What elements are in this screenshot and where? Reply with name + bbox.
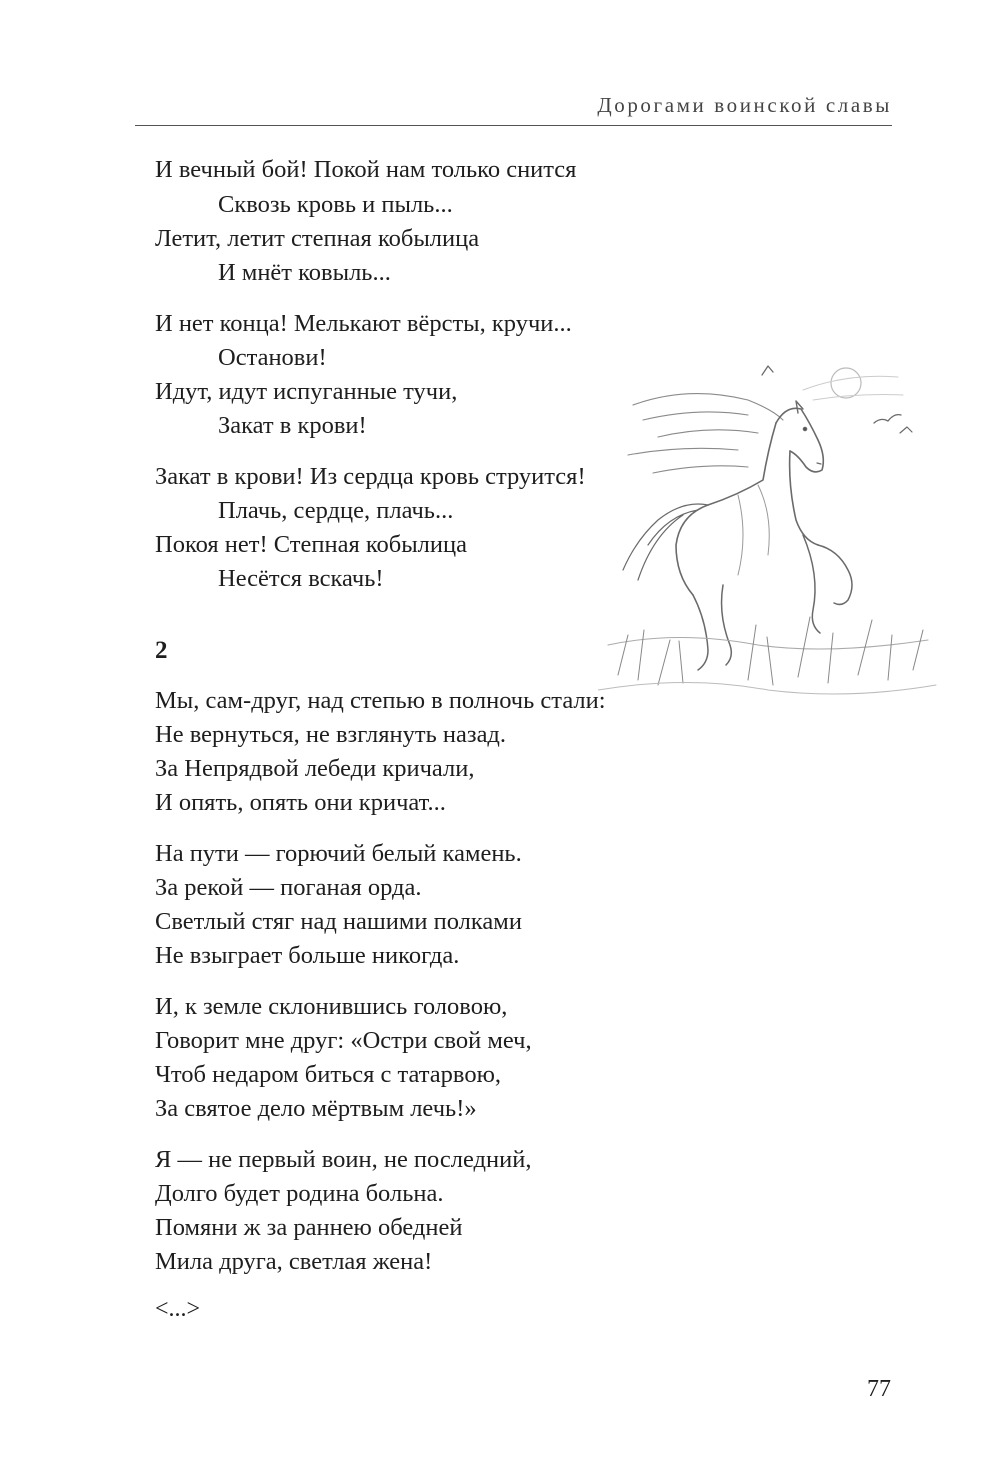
- verse-line: Сквозь кровь и пыль...: [218, 191, 453, 218]
- running-head: Дорогами воинской славы: [597, 93, 892, 117]
- verse-line: Помяни ж за раннею обедней: [155, 1214, 463, 1241]
- verse-line: Идут, идут испуганные тучи,: [155, 378, 458, 405]
- verse-line: Чтоб недаром биться с татарвою,: [155, 1061, 501, 1088]
- verse-line: За Непрядвой лебеди кричали,: [155, 755, 475, 782]
- verse-line: Долго будет родина больна.: [155, 1180, 444, 1207]
- verse-line: Закат в крови!: [218, 412, 367, 439]
- verse-line: За святое дело мёртвым лечь!»: [155, 1095, 477, 1122]
- verse-line: Не вернуться, не взглянуть назад.: [155, 721, 507, 748]
- verse-line: И опять, опять они кричат...: [155, 789, 446, 816]
- verse-line: Мила друга, светлая жена!: [155, 1248, 433, 1275]
- verse-line: Покоя нет! Степная кобылица: [155, 531, 468, 558]
- verse-line: Летит, летит степная кобылица: [155, 225, 480, 252]
- verse-line: И нет конца! Мелькают вёрсты, кручи...: [155, 310, 572, 337]
- verse-line: На пути — горючий белый камень.: [155, 840, 522, 867]
- omission-mark: <...>: [155, 1296, 201, 1322]
- verse-line: Останови!: [218, 344, 327, 371]
- verse-line: За рекой — поганая орда.: [155, 874, 422, 901]
- verse-line: И, к земле склонившись головою,: [155, 993, 508, 1020]
- verse-line: Закат в крови! Из сердца кровь струится!: [155, 463, 586, 490]
- verse-line: Не взыграет больше никогда.: [155, 942, 460, 969]
- verse-line: Плачь, сердце, плачь...: [218, 497, 454, 524]
- verse-line: Светлый стяг над нашими полками: [155, 908, 522, 935]
- header-rule: [135, 125, 892, 126]
- verse-line: И мнёт ковыль...: [218, 259, 391, 286]
- verse-line: Я — не первый воин, не последний,: [155, 1146, 532, 1173]
- verse-line: Мы, сам-друг, над степью в полночь стали:: [155, 687, 606, 714]
- verse-line: Говорит мне друг: «Остри свой меч,: [155, 1027, 532, 1054]
- page-number: 77: [867, 1376, 891, 1402]
- verse-line: И вечный бой! Покой нам только снится: [155, 156, 577, 183]
- section-number: 2: [155, 637, 168, 664]
- horse-sketch-icon: [598, 345, 938, 705]
- verse-line: Несётся вскачь!: [218, 565, 384, 592]
